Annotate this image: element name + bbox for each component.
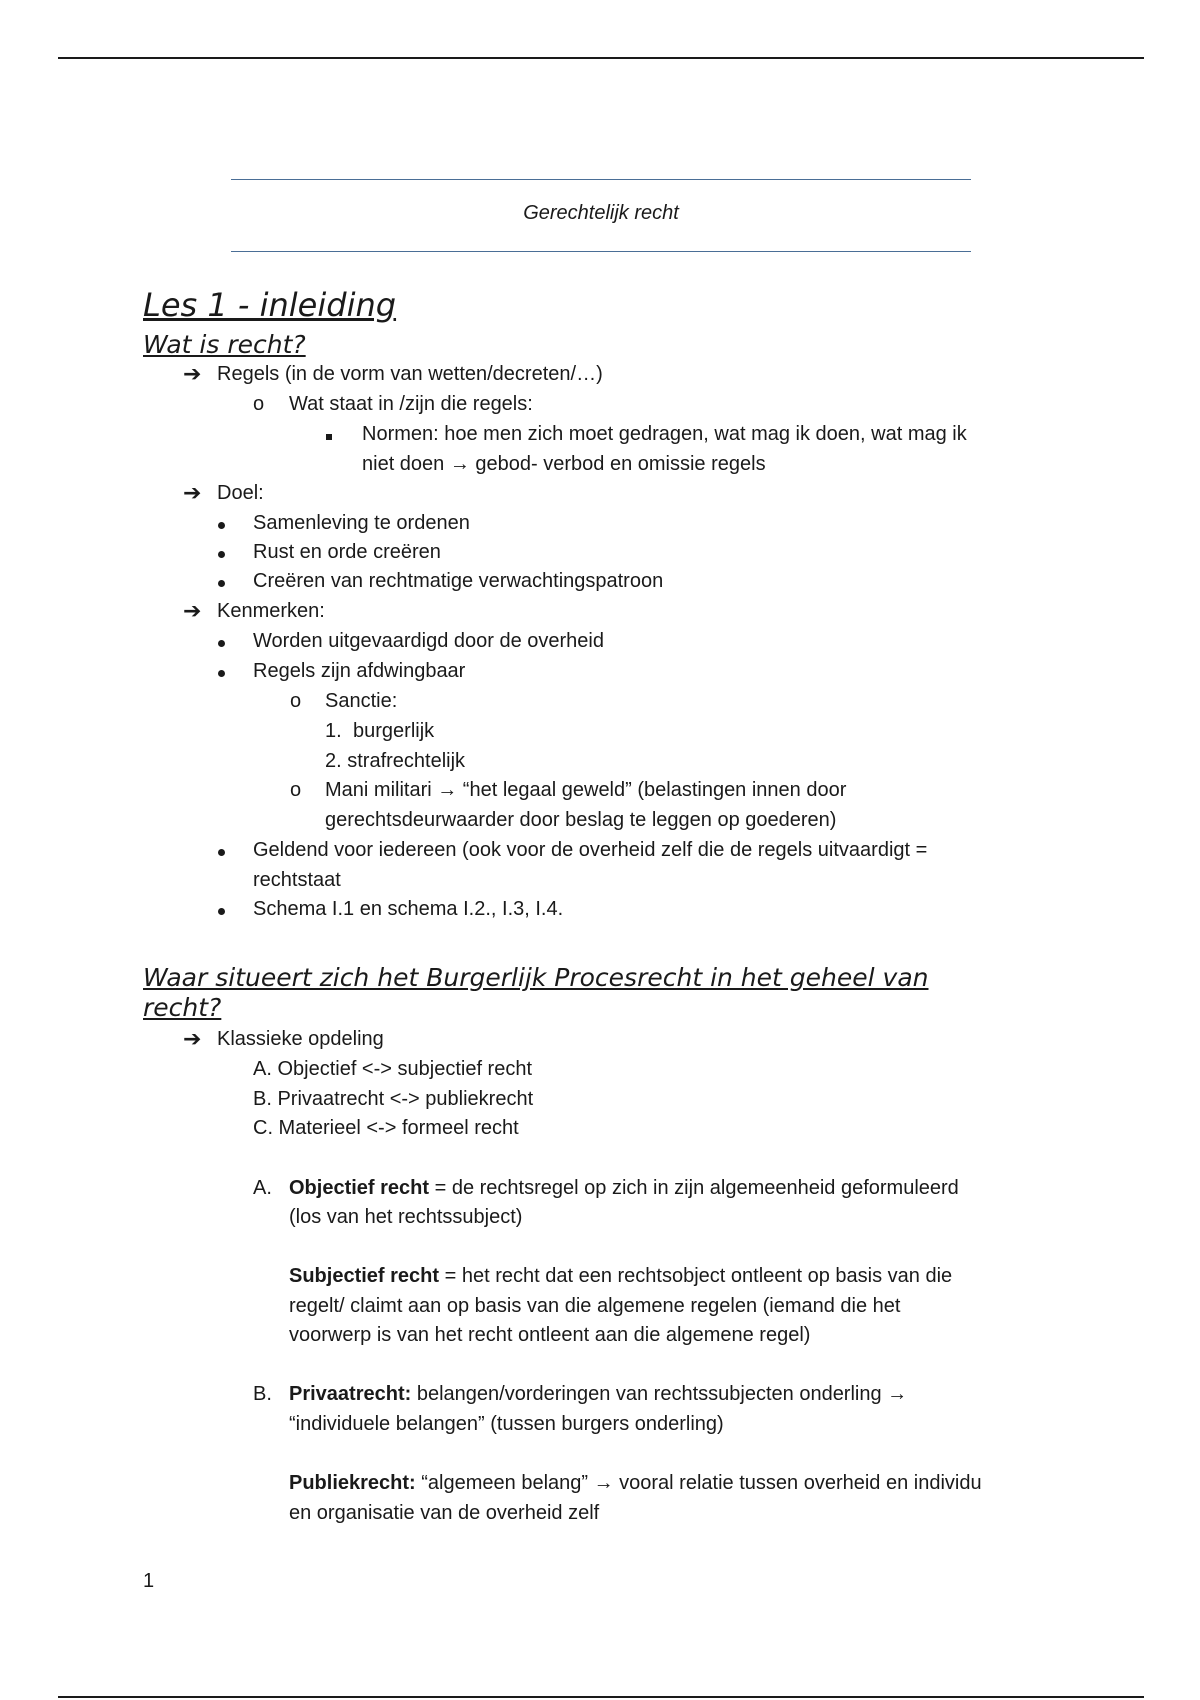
definition-privaatrecht-line1 [289,1380,907,1408]
definition-privaatrecht-text: belangen/vorderingen van rechtssubjecten onderling → [411,1383,908,1405]
list-item-kenmerken: Kenmerken: [217,600,325,622]
list-item-klassieke-opdeling: Klassieke opdeling [217,1028,384,1050]
list-item-sanctie: Sanctie: [325,690,398,712]
definition-subjectief-line3: voorwerp is van het recht ontleent aan die algemene regel) [289,1324,811,1346]
list-item-regels: Regels (in de vorm van wetten/decreten/…) [217,363,603,385]
definition-subjectief-line2: regelt/ claimt aan op basis van die algemene regelen (iemand die het [289,1295,901,1317]
arrow-bullet-icon: ➔ [183,480,202,505]
term-subjectief-recht: Subjectief recht [289,1265,440,1287]
circle-bullet-icon: o [253,393,265,415]
list-item-normen-line2: niet doen → gebod- verbod en omissie regels [362,453,766,475]
list-item-sanctie-1-number: 1. [325,720,342,742]
arrow-bullet-icon: ➔ [183,361,202,386]
term-publiekrecht: Publiekrecht: [289,1472,416,1494]
list-item: Rust en orde creëren [253,541,441,563]
term-objectief-recht: Objectief recht [289,1177,430,1199]
term-privaatrecht: Privaatrecht: [289,1383,412,1405]
list-item-schema: Schema I.1 en schema I.2., I.3, I.4. [253,898,564,920]
definition-objectief-text: = de rechtsregel op zich in zijn algemeenheid geformuleerd [429,1177,959,1199]
dot-bullet-icon [218,627,225,655]
dot-bullet-icon [218,657,225,685]
definition-objectief-line1 [289,1174,959,1202]
page-title: Les 1 - inleiding [143,286,397,324]
dot-bullet-icon [218,538,225,566]
page-number: 1 [143,1570,155,1592]
definition-objectief-line2: (los van het rechtssubject) [289,1206,523,1228]
list-item-mani-line2: gerechtsdeurwaarder door beslag te leggen op goederen) [325,809,837,831]
list-item: Worden uitgevaardigd door de overheid [253,630,604,652]
header-rule-bottom [231,251,971,252]
document-header-title: Gerechtelijk recht [523,202,679,224]
list-item: C. Materieel <-> formeel recht [253,1117,519,1139]
page-top-border [58,57,1144,59]
list-item: Creëren van rechtmatige verwachtingspatroon [253,570,664,592]
definition-subjectief-text: = het recht dat een rechtsobject ontleent op basis van die [439,1265,953,1287]
arrow-bullet-icon: ➔ [183,1026,202,1051]
list-item: Regels zijn afdwingbaar [253,660,466,682]
section-heading-situering-line2: recht? [143,993,222,1022]
list-marker-a: A. [253,1177,272,1199]
dot-bullet-icon [218,895,225,923]
list-item-geldend-line2: rechtstaat [253,869,341,891]
list-item: Samenleving te ordenen [253,512,470,534]
list-marker-b: B. [253,1383,272,1405]
section-heading-wat-is-recht: Wat is recht? [143,330,306,359]
header-rule-top [231,179,971,180]
page-bottom-border [58,1696,1144,1698]
section-heading-situering-line1: Waar situeert zich het Burgerlijk Procesrecht in het geheel van [143,963,929,992]
list-item: B. Privaatrecht <-> publiekrecht [253,1088,534,1110]
list-item-mani-line1: Mani militari → “het legaal geweld” (belastingen innen door [325,779,847,801]
circle-bullet-icon: o [290,779,302,801]
list-item: A. Objectief <-> subjectief recht [253,1058,533,1080]
list-item-sanctie-1: burgerlijk [353,720,435,742]
list-item-sanctie-2: 2. strafrechtelijk [325,750,466,772]
dot-bullet-icon [218,509,225,537]
circle-bullet-icon: o [290,690,302,712]
list-item-wat-staat: Wat staat in /zijn die regels: [289,393,533,415]
definition-publiekrecht-line2: en organisatie van de overheid zelf [289,1502,600,1524]
dot-bullet-icon [218,567,225,595]
list-item-doel: Doel: [217,482,264,504]
definition-privaatrecht-line2: “individuele belangen” (tussen burgers onderling) [289,1413,724,1435]
definition-subjectief-line1 [289,1262,952,1290]
list-item-normen-line1: Normen: hoe men zich moet gedragen, wat mag ik doen, wat mag ik [362,423,967,445]
definition-publiekrecht-text: “algemeen belang” → vooral relatie tussen overheid en individu [415,1472,982,1494]
definition-publiekrecht-line1 [289,1469,982,1497]
dot-bullet-icon [218,836,225,864]
list-item-geldend-line1: Geldend voor iedereen (ook voor de overheid zelf die de regels uitvaardigt = [253,839,928,861]
square-bullet-icon [326,420,332,448]
arrow-bullet-icon: ➔ [183,598,202,623]
